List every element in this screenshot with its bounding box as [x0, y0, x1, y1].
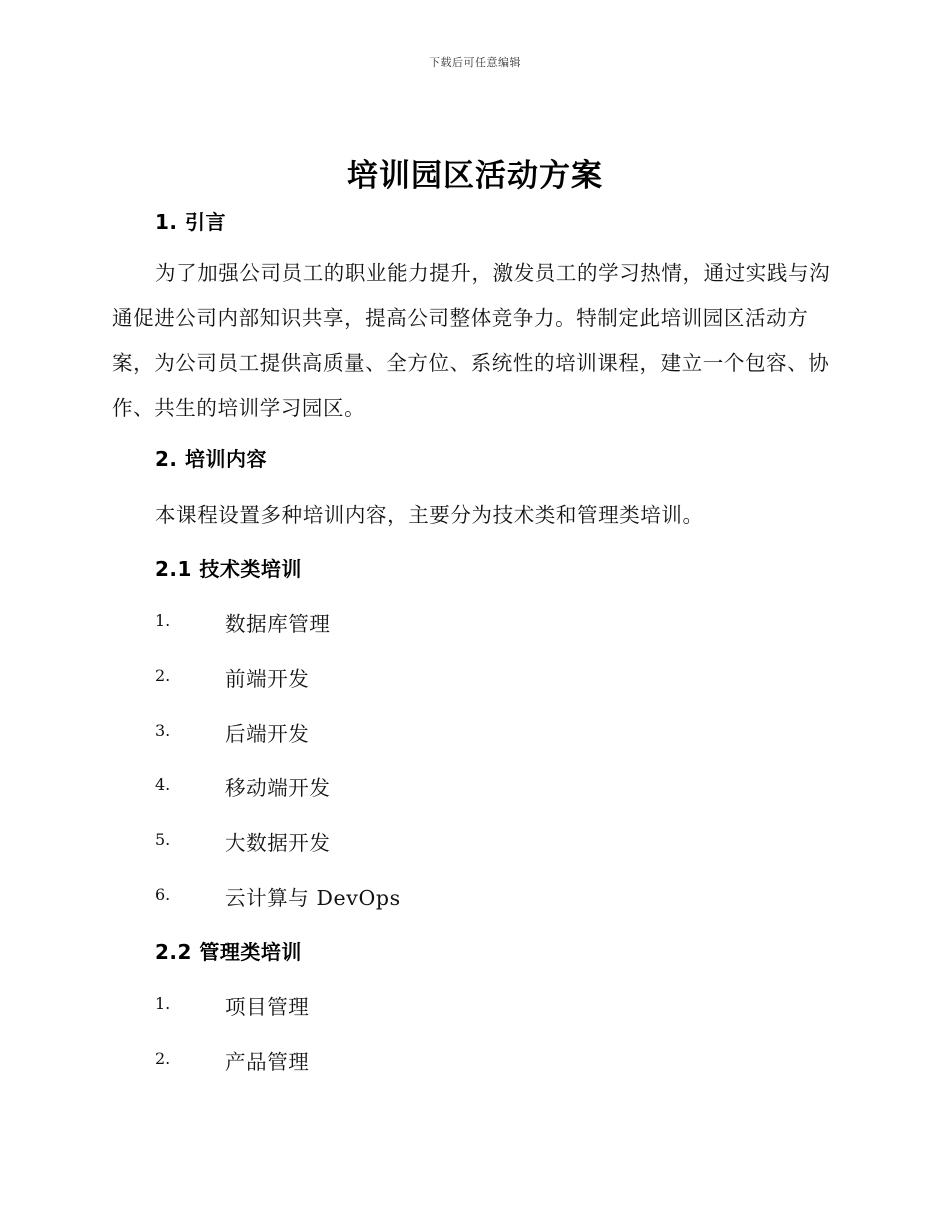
list-item: [155, 990, 655, 1020]
document-title: 培训园区活动方案: [347, 158, 603, 194]
list-item-text: 数据库管理: [225, 612, 331, 636]
header-note: 下载后可任意编辑: [429, 56, 521, 69]
list-item-number: 5.: [155, 830, 171, 849]
list-item-text: 前端开发: [225, 667, 310, 691]
list-item-text: 大数据开发: [225, 831, 331, 855]
list-item-text: 移动端开发: [225, 776, 331, 800]
section-2-intro: 本课程设置多种培训内容，主要分为技术类和管理类培训。: [155, 503, 704, 527]
list-item: [155, 607, 655, 637]
list-item-text: 后端开发: [225, 722, 310, 746]
list-item: [155, 1045, 655, 1075]
list-item-number: 1.: [155, 611, 171, 630]
section-1-heading: 1. 引言: [155, 210, 226, 234]
list-item: [155, 662, 655, 692]
list-item-text: 项目管理: [225, 995, 310, 1019]
list-item-number: 4.: [155, 775, 171, 794]
section-2-heading: 2. 培训内容: [155, 447, 267, 471]
list-item: [155, 717, 655, 747]
section-1-paragraph: 为了加强公司员工的职业能力提升，激发员工的学习热情，通过实践与沟通促进公司内部知识共享，提高公司整体竞争力。特制定此培训园区活动方案，为公司员工提供高质量、全方位、系统性的培训课程，建立一个包容、协作、共生的培训学习园区。: [112, 261, 831, 420]
list-item: [155, 771, 655, 801]
section-2-1-heading: 2.1 技术类培训: [155, 557, 302, 581]
list-item-text: 产品管理: [225, 1050, 310, 1074]
list-item-number: 3.: [155, 721, 171, 740]
list-item-number: 2.: [155, 666, 171, 685]
section-2-2-heading: 2.2 管理类培训: [155, 940, 302, 964]
list-item: [155, 826, 655, 856]
list-item-number: 2.: [155, 1049, 171, 1068]
list-item-number: 1.: [155, 994, 171, 1013]
list-item: [155, 881, 655, 911]
list-item-number: 6.: [155, 885, 171, 904]
list-item-text: 云计算与 DevOps: [225, 886, 401, 910]
